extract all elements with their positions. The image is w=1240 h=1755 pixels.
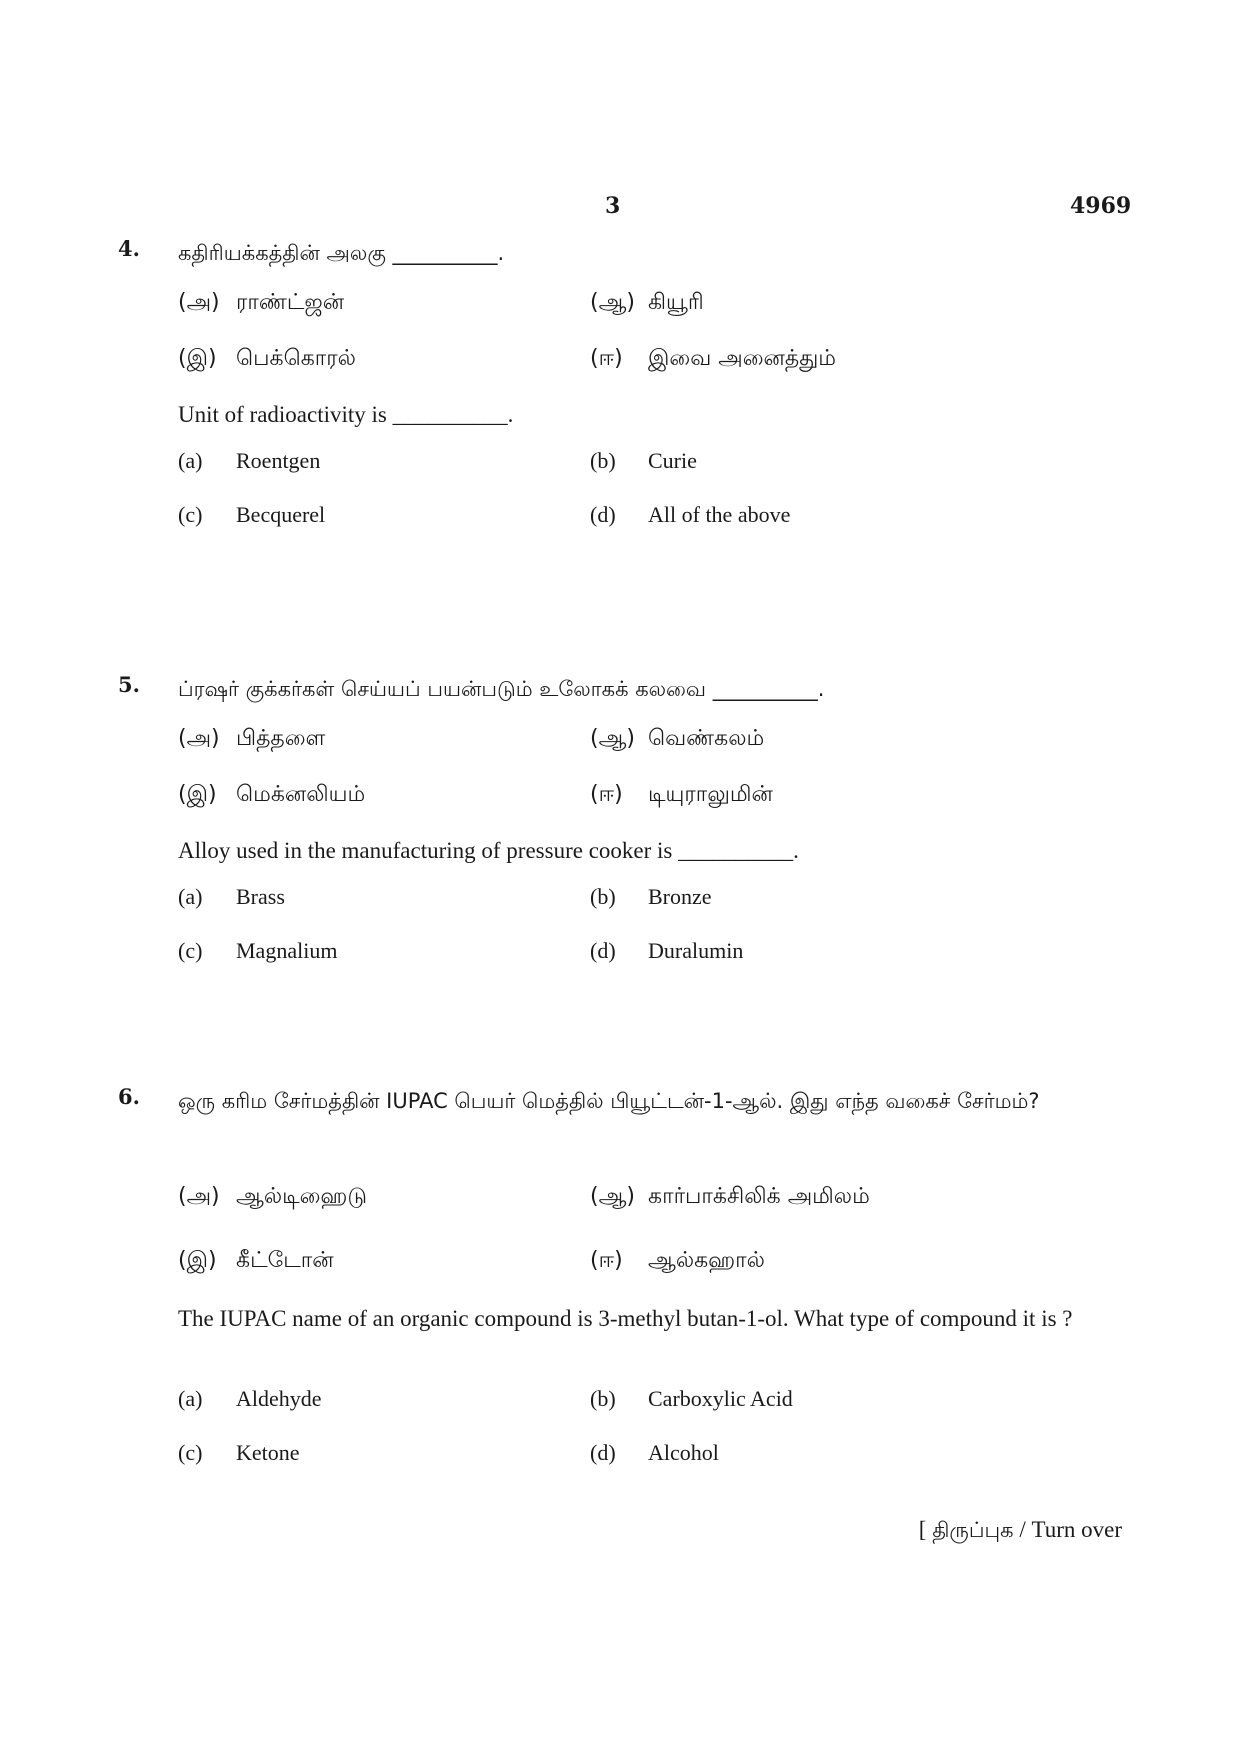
tamil-option-a: (அ) ஆல்டிஹைடு bbox=[178, 1184, 368, 1209]
english-option-b: (b) Carboxylic Acid bbox=[590, 1386, 793, 1411]
question-number: 5. bbox=[118, 672, 140, 697]
english-options-row-1 bbox=[178, 1386, 1078, 1426]
question-5 bbox=[118, 672, 1078, 972]
turn-over-footer bbox=[919, 1517, 1122, 1545]
english-option-d: (d) All of the above bbox=[590, 502, 791, 527]
tamil-option-b: (ஆ) கார்பாக்சிலிக் அமிலம் bbox=[590, 1184, 870, 1209]
english-option-b: (b) Bronze bbox=[590, 884, 712, 909]
tamil-turn-over: திருப்புக bbox=[932, 1518, 1014, 1542]
tamil-question-text: கதிரியக்கத்தின் அலகு __________. bbox=[178, 241, 505, 265]
english-option-a: (a) Brass bbox=[178, 884, 285, 909]
tamil-question-text: ஒரு கரிம சேர்மத்தின் IUPAC பெயர் மெத்தில் பியூட்டன்-1-ஆல். இது எந்த வகைச் சேர்மம்? bbox=[178, 1089, 1040, 1113]
separator: / bbox=[1019, 1517, 1026, 1542]
tamil-option-c: (இ) மெக்னலியம் bbox=[178, 782, 366, 807]
tamil-options-row-2 bbox=[178, 782, 1078, 822]
tamil-option-b: (ஆ) கியூரி bbox=[590, 290, 704, 315]
english-option-c: (c) Magnalium bbox=[178, 938, 338, 963]
question-number: 4. bbox=[118, 236, 140, 261]
question-4 bbox=[118, 236, 1078, 536]
english-option-d: (d) Duralumin bbox=[590, 938, 744, 963]
english-question-text: The IUPAC name of an organic compound is 3-methyl butan-1-ol. What type of compound it is ? bbox=[178, 1306, 1073, 1331]
tamil-question-text: ப்ரஷர் குக்கர்கள் செய்யப் பயன்படும் உலோகக் கலவை __________. bbox=[178, 677, 825, 701]
tamil-option-d: (ஈ) இவை அனைத்தும் bbox=[590, 346, 836, 371]
page-number: 3 bbox=[605, 193, 621, 219]
tamil-option-d: (ஈ) டியுராலுமின் bbox=[590, 782, 773, 807]
english-options-row-1 bbox=[178, 448, 1078, 488]
english-option-c: (c) Ketone bbox=[178, 1440, 300, 1465]
english-options-row-1 bbox=[178, 884, 1078, 924]
english-options-row-2 bbox=[178, 938, 1078, 978]
english-question-text: Unit of radioactivity is __________. bbox=[178, 402, 514, 427]
english-option-c: (c) Becquerel bbox=[178, 502, 326, 527]
english-question-text: Alloy used in the manufacturing of pressure cooker is __________. bbox=[178, 838, 799, 863]
tamil-option-d: (ஈ) ஆல்கஹால் bbox=[590, 1248, 765, 1273]
tamil-option-b: (ஆ) வெண்கலம் bbox=[590, 726, 765, 751]
tamil-options-row-1 bbox=[178, 1184, 1078, 1224]
question-number: 6. bbox=[118, 1084, 140, 1109]
english-turn-over: Turn over bbox=[1031, 1517, 1122, 1542]
tamil-options-row-1 bbox=[178, 726, 1078, 766]
paper-code: 4969 bbox=[1070, 193, 1132, 219]
english-option-a: (a) Roentgen bbox=[178, 448, 321, 473]
english-options-row-2 bbox=[178, 502, 1078, 542]
tamil-options-row-1 bbox=[178, 290, 1078, 330]
tamil-option-c: (இ) கீட்டோன் bbox=[178, 1248, 334, 1273]
tamil-options-row-2 bbox=[178, 346, 1078, 386]
bracket-mark: [ bbox=[918, 1517, 927, 1542]
tamil-option-a: (அ) ராண்ட்ஜன் bbox=[178, 290, 345, 315]
tamil-option-c: (இ) பெக்கொரல் bbox=[178, 346, 356, 371]
question-6 bbox=[118, 1084, 1078, 1484]
tamil-option-a: (அ) பித்தளை bbox=[178, 726, 326, 751]
english-option-b: (b) Curie bbox=[590, 448, 697, 473]
english-option-d: (d) Alcohol bbox=[590, 1440, 719, 1465]
english-option-a: (a) Aldehyde bbox=[178, 1386, 322, 1411]
english-options-row-2 bbox=[178, 1440, 1078, 1480]
tamil-options-row-2 bbox=[178, 1248, 1078, 1288]
